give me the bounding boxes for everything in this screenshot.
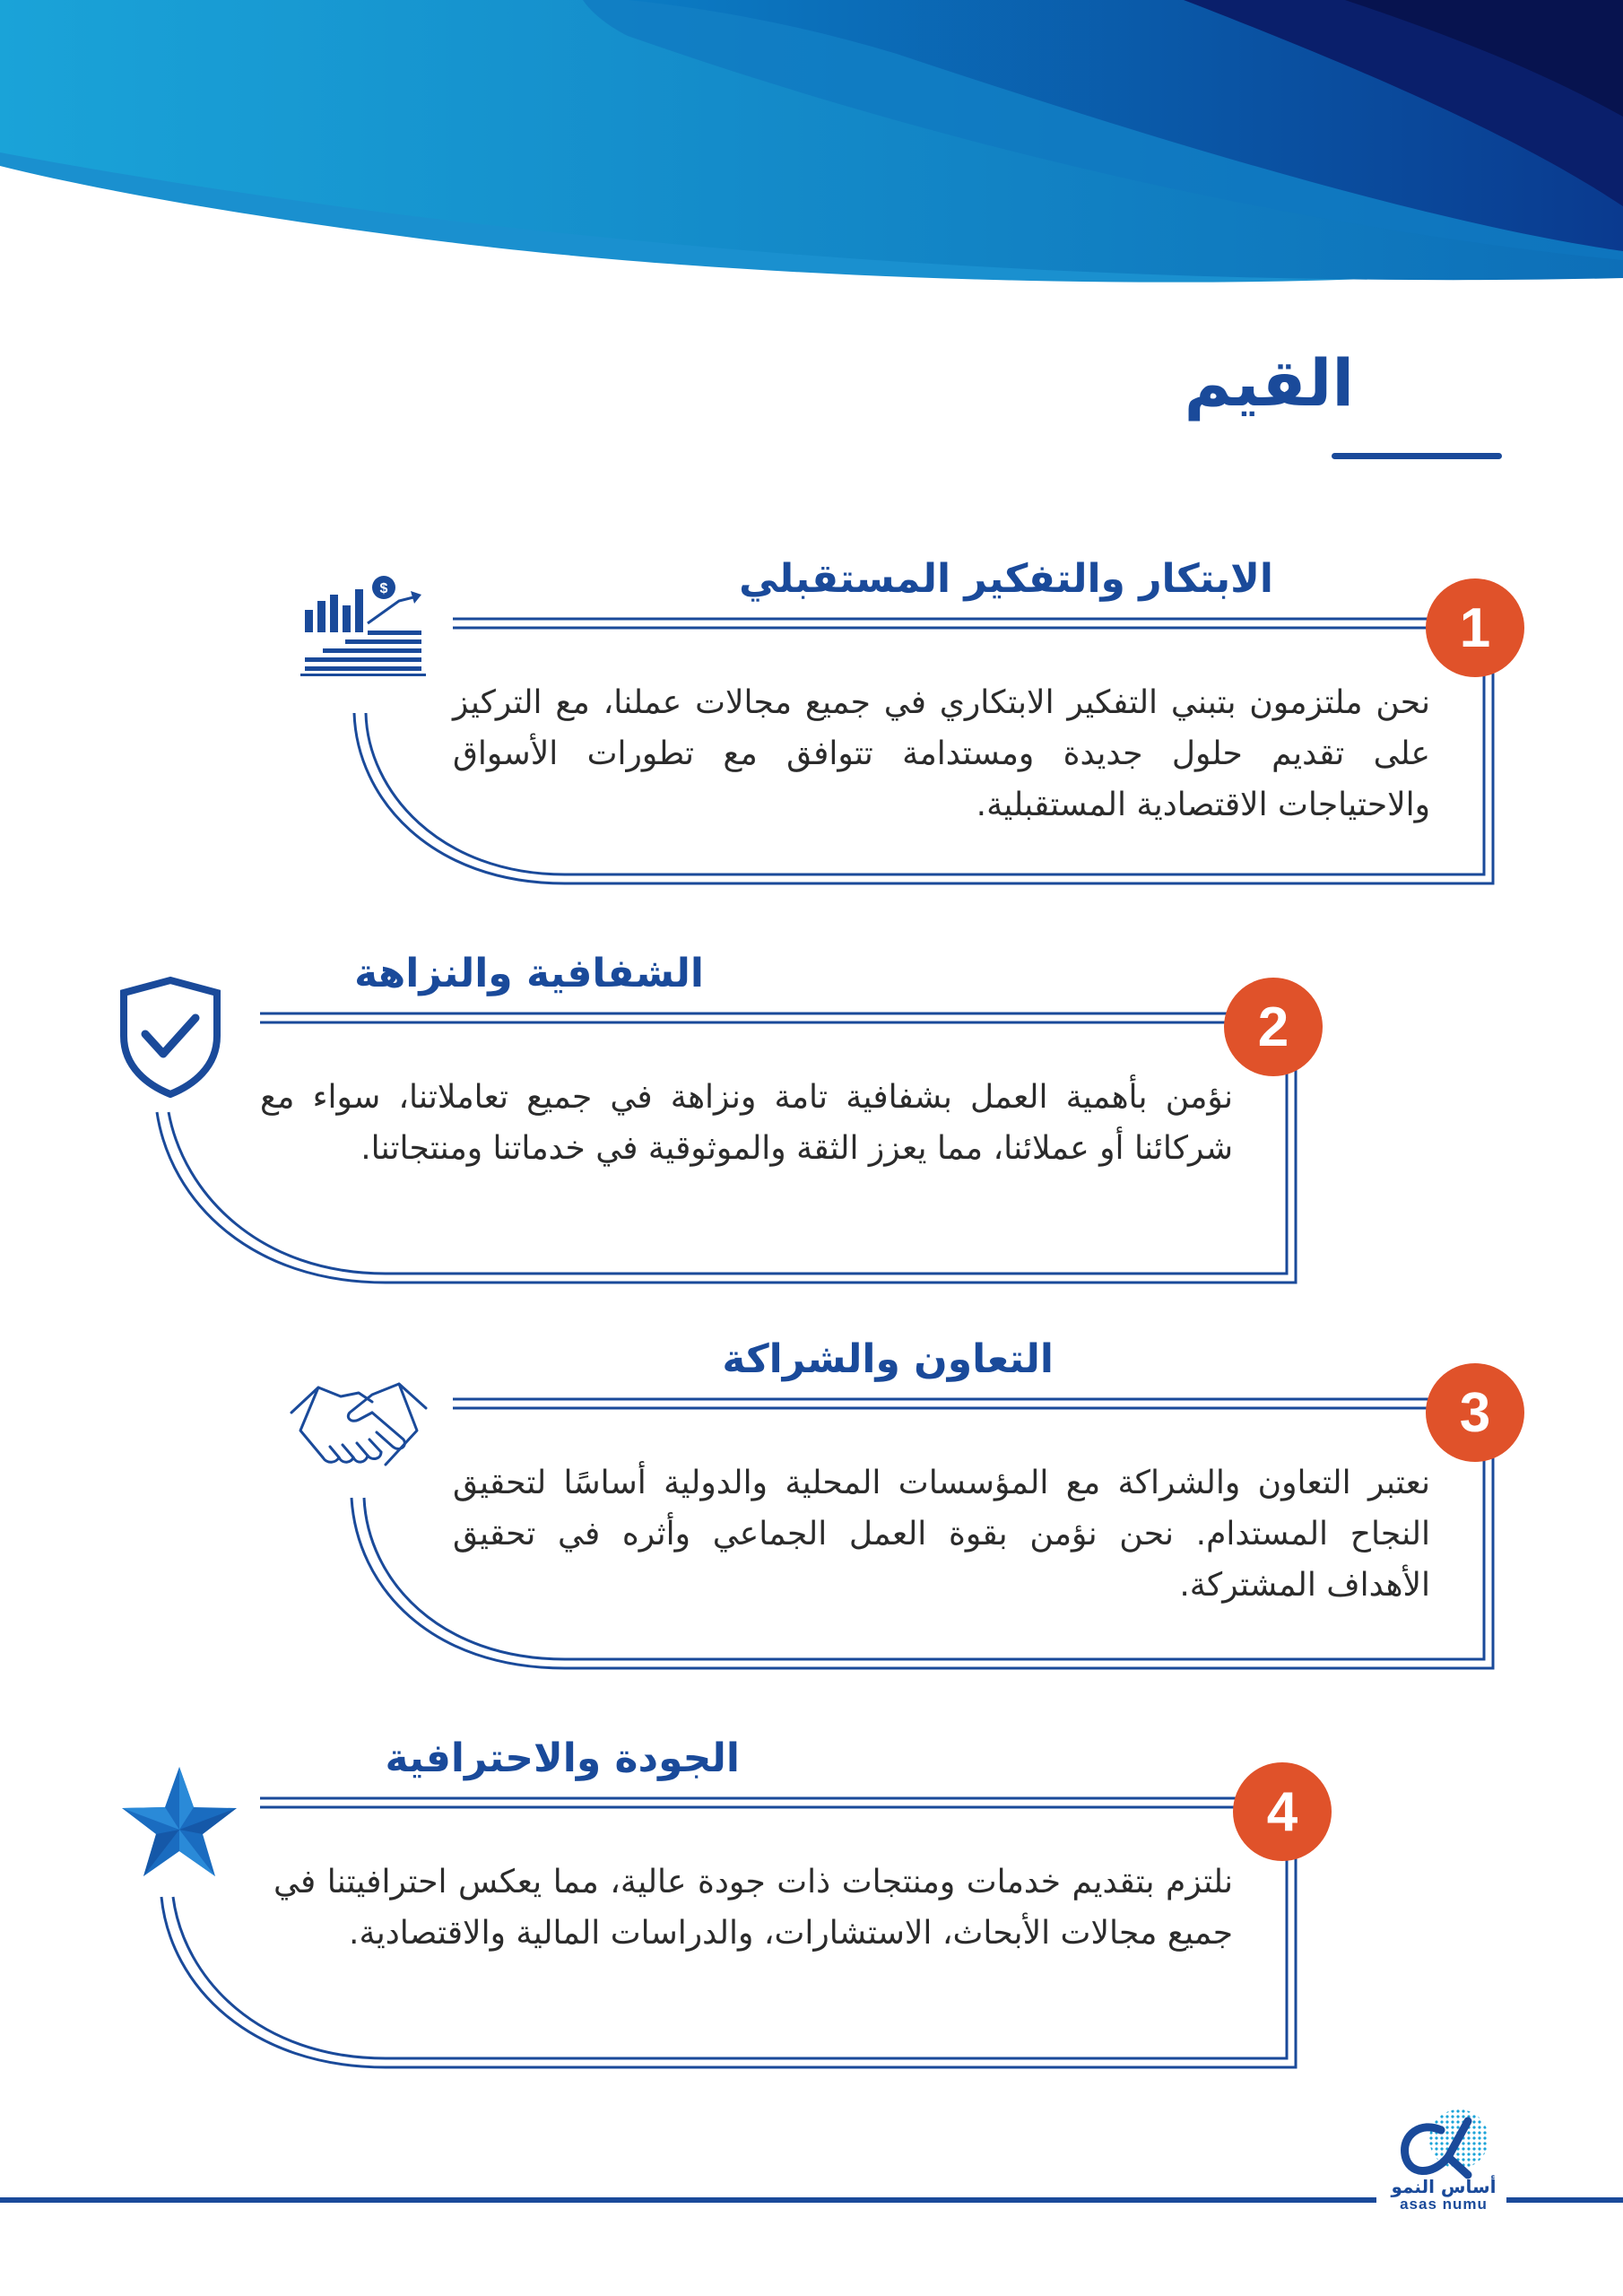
value-number-badge: 4 [1233, 1762, 1332, 1861]
handshake-icon [287, 1377, 430, 1484]
star-icon [117, 1762, 242, 1888]
value-number-badge: 1 [1426, 578, 1524, 677]
value-card-4 [117, 1735, 1336, 2076]
value-description: نلتزم بتقديم خدمات ومنتجات ذات جودة عالية، مما يعكس احترافيتنا في جميع مجالات الأبحاث، الاستشارات، والدراسات المالية والاقتصادية. [273, 1864, 1233, 1952]
logo-arabic-text: أساس النمو [1391, 2176, 1497, 2197]
shield-check-icon [117, 973, 224, 1099]
header-wave-banner [0, 0, 1623, 305]
value-description: نؤمن بأهمية العمل بشفافية تامة ونزاهة في جميع تعاملاتنا، سواء مع شركائنا أو عملائنا، مما يعزز الثقة والموثوقية في خدماتنا ومنتجاتنا. [260, 1079, 1233, 1167]
logo-english-text: asas numu [1400, 2196, 1488, 2213]
value-description: نعتبر التعاون والشراكة مع المؤسسات المحلية والدولية أساسًا لتحقيق النجاح المستدام. نحن نؤمن بقوة العمل الجماعي وأثره في تحقيق الأهداف المشتركة. [453, 1465, 1430, 1604]
footer-line-right [1506, 2197, 1623, 2203]
value-number-badge: 3 [1426, 1363, 1524, 1462]
value-title: التعاون والشراكة [722, 1336, 1054, 1382]
title-underline [1332, 453, 1502, 459]
svg-text:$: $ [379, 581, 388, 596]
footer-line-left [0, 2197, 1376, 2203]
value-card-1 [296, 556, 1533, 897]
page-title: القيم [1184, 345, 1354, 421]
value-card-3 [287, 1336, 1533, 1677]
value-title: الابتكار والتفكير المستقبلي [739, 556, 1273, 602]
value-title: الشفافية والنزاهة [354, 951, 704, 996]
value-card-2 [117, 951, 1336, 1292]
growth-chart-icon [296, 570, 430, 695]
value-title: الجودة والاحترافية [385, 1735, 740, 1781]
value-description: نحن ملتزمون بتبني التفكير الابتكاري في جميع مجالات عملنا، مع التركيز على تقديم حلول جديدة ومستدامة تتوافق مع تطورات الأسواق والاحتياجات الاقتصادية المستقبلية. [453, 684, 1430, 823]
value-number-badge: 2 [1224, 978, 1323, 1076]
